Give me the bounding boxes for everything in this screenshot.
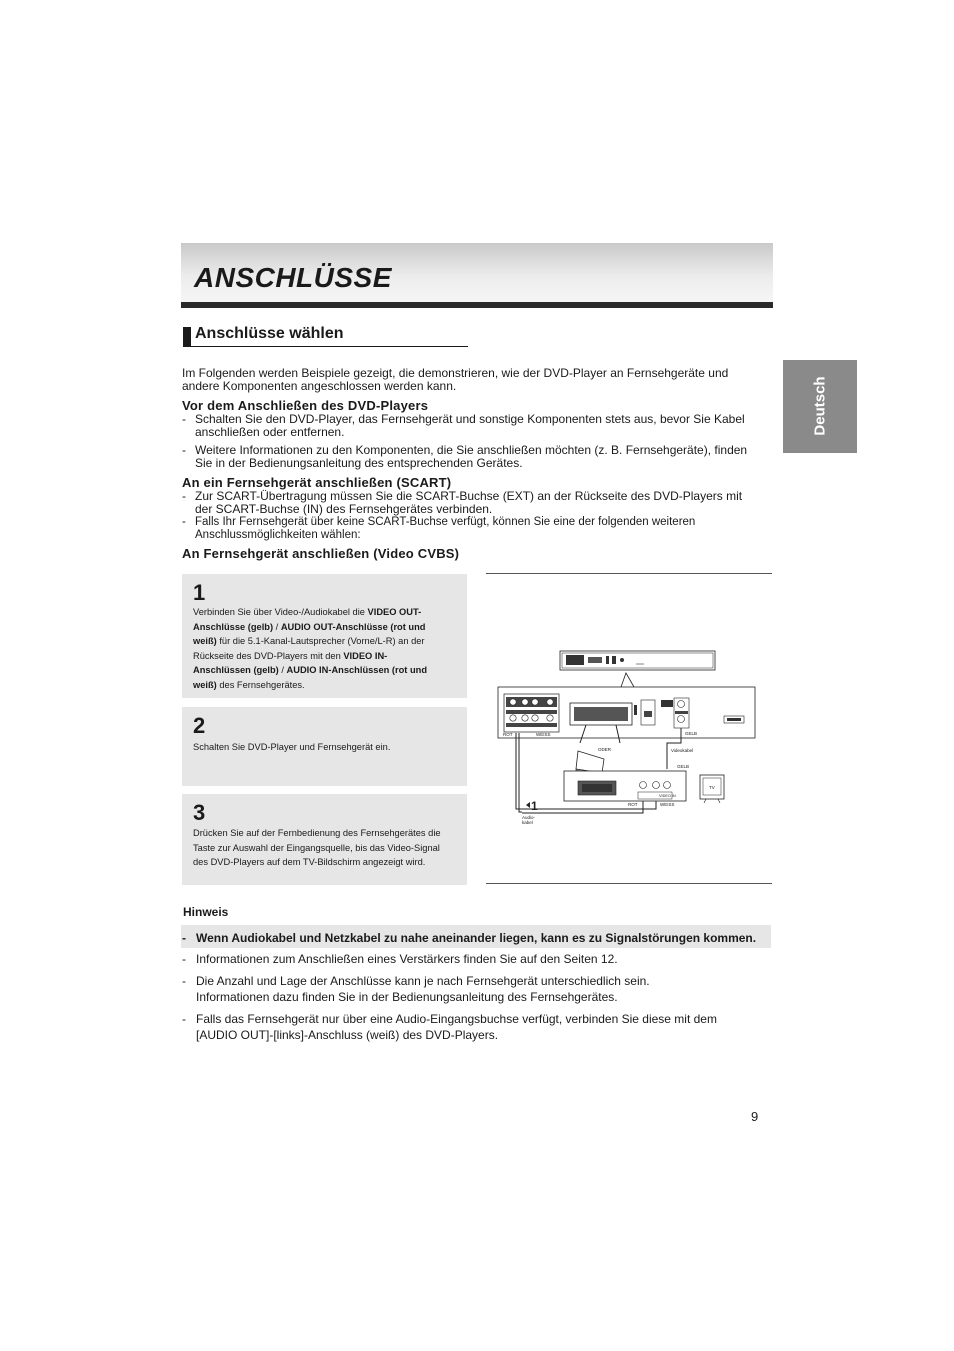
step-1-line: Anschlüsse (gelb) / AUDIO OUT-Anschlüsse (rot und [193, 621, 426, 632]
bullet-dash: - [182, 489, 186, 503]
step-1-line: weiß) für die 5.1-Kanal-Lautsprecher (Vorne/L-R) an der [193, 636, 425, 646]
note-item-line-2: [AUDIO OUT]-[links]-Anschluss (weiß) des DVD-Players. [196, 1028, 499, 1042]
before-heading: Vor dem Anschließen des DVD-Players [182, 398, 429, 413]
step-number: 1 [193, 580, 206, 605]
bullet-dash: - [182, 952, 186, 966]
label-audio: Audio- [522, 815, 536, 820]
page-title: ANSCHLÜSSE [194, 262, 392, 293]
before-item [182, 444, 772, 470]
label-video-in: VIDEO IN [659, 794, 676, 798]
label-gelb-mid: GELB [677, 764, 690, 769]
step-2-box [182, 707, 467, 786]
label-oder: ODER [598, 747, 612, 752]
step-1-line: Rückseite des DVD-Players mit den VIDEO IN- [193, 650, 388, 661]
callout-pointer [621, 673, 634, 687]
step-3-line: Drücken Sie auf der Fernbedienung des Fernsehgerätes die [193, 828, 441, 838]
label-gelb-top: GELB [685, 731, 698, 736]
scart-item-line-1: Zur SCART-Übertragung müssen Sie die SCART-Buchse (EXT) an der Rückseite des DVD-Players mit [195, 489, 743, 503]
scart-item-line-2: Anschlussmöglichkeiten wählen: [195, 529, 361, 541]
bullet-dash: - [182, 516, 186, 528]
scart-item [182, 516, 772, 542]
note-item-line-1: Informationen zum Anschließen eines Verstärkers finden Sie auf den Seiten 12. [196, 952, 618, 966]
step-3-box [182, 794, 467, 885]
step-marker-arrow [526, 802, 530, 808]
note-item [182, 1011, 772, 1043]
title-rule [181, 302, 773, 308]
step-3-line: Taste zur Auswahl der Eingangsquelle, bis das Video-Signal [193, 842, 440, 853]
step-1-text [193, 605, 458, 692]
section-heading: Anschlüsse wählen [195, 325, 344, 342]
label-videokabel: Videokabel [671, 748, 694, 753]
before-item [182, 413, 772, 439]
dvd-back-panel [498, 687, 755, 738]
language-tab-label: Deutsch [811, 376, 829, 436]
before-item-line-2: Sie in der Bedienungsanleitung des entsprechenden Gerätes. [195, 456, 523, 470]
bullet-dash: - [182, 931, 186, 945]
step-3-text [193, 826, 458, 870]
note-item-line-2: Informationen dazu finden Sie in der Bedienungsanleitung des Fernsehgerätes. [196, 990, 618, 1004]
before-item-line-1: Schalten Sie den DVD-Player, das Fernsehgerät und sonstige Komponenten stets aus, bevor Sie Kabel [195, 412, 745, 426]
step-1-line: Verbinden Sie über Video-/Audiokabel die VIDEO OUT- [193, 607, 422, 617]
bullet-dash: - [182, 1012, 186, 1026]
step-1-line: Anschlüssen (gelb) / AUDIO IN-Anschlüssen (rot und [193, 665, 428, 675]
label-tv: TV [709, 785, 715, 790]
cvbs-heading: An Fernsehgerät anschließen (Video CVBS) [182, 546, 460, 561]
bullet-dash: - [182, 412, 186, 426]
intro-line-2: andere Komponenten angeschlossen werden kann. [182, 379, 457, 393]
scart-item-line-2: der SCART-Buchse (IN) des Fernsehgerätes verbinden. [195, 502, 493, 516]
important-note [182, 930, 772, 946]
step-number: 2 [193, 713, 206, 738]
bullet-dash: - [182, 974, 186, 988]
dvd-player-front [560, 651, 715, 670]
scart-heading: An ein Fernsehgerät anschließen (SCART) [182, 475, 452, 490]
scart-item [182, 490, 772, 516]
step-3-line: des DVD-Players auf dem TV-Bildschirm angezeigt wird. [193, 857, 426, 867]
language-tab [783, 360, 857, 453]
label-weiss-bottom: WEISS [660, 802, 675, 807]
label-kabel: kabel [522, 820, 533, 825]
scart-item-line-1: Falls Ihr Fernsehgerät über keine SCART-Buchse verfügt, können Sie eine der folgenden weiteren [195, 516, 696, 528]
connection-diagram [486, 573, 772, 884]
step-2-text: Schalten Sie DVD-Player und Fernsehgerät ein. [193, 742, 391, 752]
section-marker [183, 327, 191, 346]
note-heading: Hinweis [183, 905, 229, 919]
before-item-line-2: anschließen oder entfernen. [195, 425, 345, 439]
label-rot-bottom: ROT [628, 802, 638, 807]
important-note-text: Wenn Audiokabel und Netzkabel zu nahe aneinander liegen, kann es zu Signalstörungen kommen. [196, 931, 757, 945]
intro-line-1: Im Folgenden werden Beispiele gezeigt, die demonstrieren, wie der DVD-Player an Fernsehgeräte und [182, 366, 729, 380]
before-item-line-1: Weitere Informationen zu den Komponenten, die Sie anschließen möchten (z. B. Fernsehgeräte), finden [195, 443, 748, 457]
label-weiss-top: WEISS [536, 732, 551, 737]
section-underline [183, 346, 468, 347]
bullet-dash: - [182, 443, 186, 457]
label-rot-top: ROT [503, 732, 513, 737]
note-item-line-1: Falls das Fernsehgerät nur über eine Audio-Eingangsbuchse verfügt, verbinden Sie diese mit dem [196, 1012, 717, 1026]
note-item [182, 951, 772, 967]
page-number: 9 [751, 1109, 759, 1124]
note-item [182, 973, 772, 1005]
note-item-line-1: Die Anzahl und Lage der Anschlüsse kann je nach Fernsehgerät unterschiedlich sein. [196, 974, 650, 988]
step-number: 3 [193, 800, 206, 825]
step-marker-number: 1 [531, 799, 538, 813]
step-1-line: weiß) des Fernsehgerätes. [193, 679, 305, 690]
step-1-box [182, 574, 467, 698]
